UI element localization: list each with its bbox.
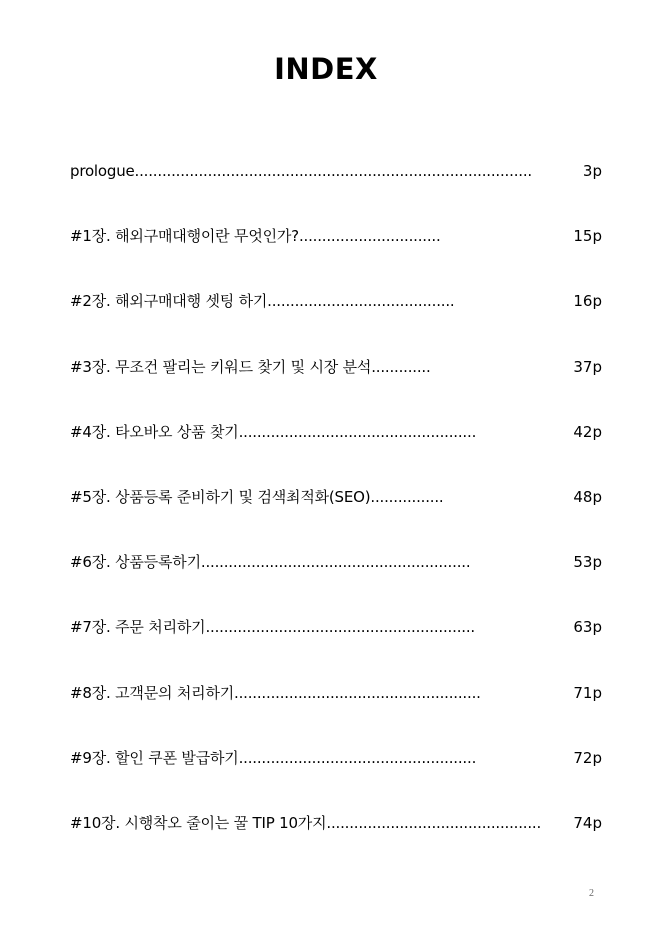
toc-entry-page: 72p xyxy=(573,748,602,767)
toc-entry-label: #8장. 고객문의 처리하기...................................................... xyxy=(70,683,481,702)
page-number: 2 xyxy=(589,888,594,899)
toc-entry-label: prologue....................................................................................... xyxy=(70,162,532,180)
toc-entry-chapter-8 xyxy=(70,680,610,745)
toc-entry-chapter-2 xyxy=(70,288,610,353)
toc-entry-label: #4장. 타오바오 상품 찾기.................................................... xyxy=(70,422,477,441)
toc-entry-label: #3장. 무조건 팔리는 키워드 찾기 및 시장 분석............. xyxy=(70,357,431,376)
toc-entry-page: 42p xyxy=(573,422,602,441)
toc-entry-page: 15p xyxy=(573,227,602,246)
toc-entry-label: #6장. 상품등록하기........................................................... xyxy=(70,553,471,572)
toc-entry-page: 74p xyxy=(573,813,602,832)
toc-entry-label: #10장. 시행착오 줄이는 꿀 TIP 10가지............................................... xyxy=(70,813,542,832)
toc-entry-chapter-1 xyxy=(70,223,610,288)
toc-entry-label: #9장. 할인 쿠폰 발급하기.................................................... xyxy=(70,748,477,767)
toc-entry-page: 63p xyxy=(573,618,602,637)
toc-entry-label: #7장. 주문 처리하기........................................................... xyxy=(70,618,475,637)
toc-entry-page: 37p xyxy=(573,357,602,376)
toc-entry-page: 53p xyxy=(573,553,602,572)
toc-entry-prologue xyxy=(70,158,610,223)
toc-entry-label: #2장. 해외구매대행 셋팅 하기......................................... xyxy=(70,292,455,311)
toc-entry-label: #1장. 해외구매대행이란 무엇인가?............................... xyxy=(70,227,441,246)
toc-entry-page: 48p xyxy=(573,487,602,506)
toc-entry-page: 16p xyxy=(573,292,602,311)
toc-entry-chapter-9 xyxy=(70,745,610,810)
toc-entry-chapter-4 xyxy=(70,419,610,484)
toc-entry-label: #5장. 상품등록 준비하기 및 검색최적화(SEO)................ xyxy=(70,487,444,506)
toc-entry-page: 71p xyxy=(573,683,602,702)
toc-entry-chapter-5 xyxy=(70,484,610,549)
toc-entry-chapter-6 xyxy=(70,549,610,614)
table-of-contents xyxy=(70,158,610,875)
toc-entry-chapter-7 xyxy=(70,614,610,679)
page-title: INDEX xyxy=(274,52,378,86)
toc-entry-page: 3p xyxy=(582,162,602,180)
toc-entry-chapter-3 xyxy=(70,354,610,419)
toc-entry-chapter-10 xyxy=(70,810,610,875)
